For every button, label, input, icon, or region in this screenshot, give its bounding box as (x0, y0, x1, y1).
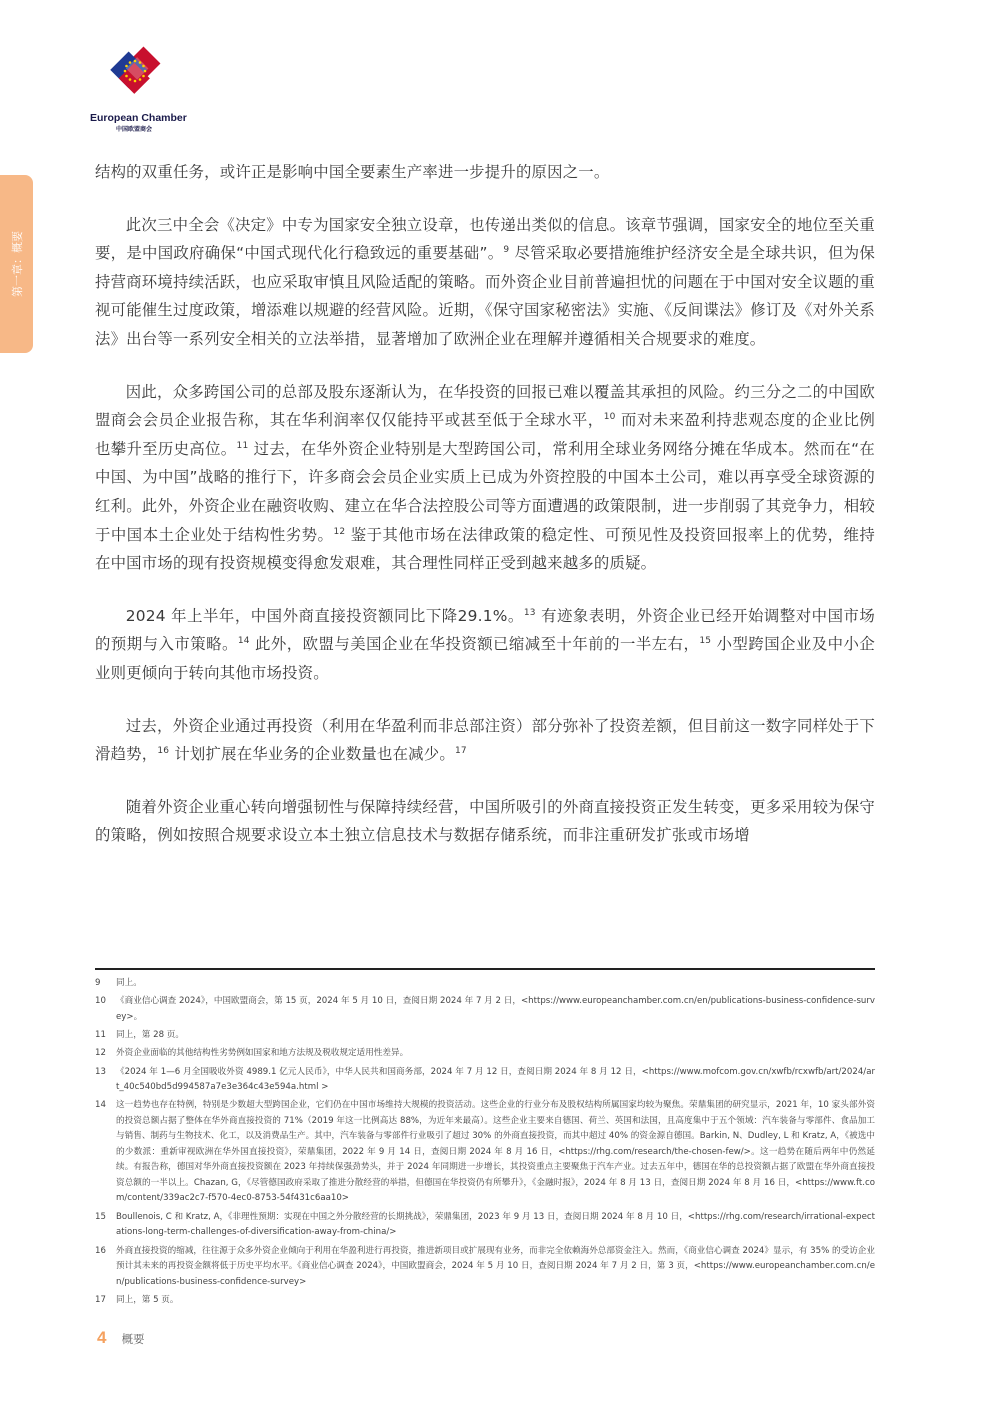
footnote-ref-11[interactable]: 11 (236, 440, 249, 451)
paragraph-text: 结构的双重任务，或许正是影响中国全要素生产率进一步提升的原因之一。 (95, 163, 610, 181)
footnote-text[interactable]: Boullenois, C 和 Kratz, A，《非理性预期：实现在中国之外分散经营的长期挑战》，荣鼎集团，2023 年 9 月 13 日，查阅日期 2024 年 8 月 10 日，<https://rhg.com/research/irrational-expectations-long-term-challenges-of-diversification-away-from-china/> (116, 1211, 875, 1238)
footnote-item (95, 1065, 875, 1096)
paragraph-text: 有迹象表明，外资企业已经开始调整对中国市场的预期与入市策略。 (95, 606, 875, 654)
footnote-ref-17[interactable]: 17 (454, 746, 467, 757)
footnote-number: 10 (95, 996, 106, 1007)
paragraph-text: 计划扩展在华业务的企业数量也在减少。 (169, 745, 455, 764)
footnote-number: 14 (95, 1100, 106, 1111)
footnote-text[interactable]: 外商直接投资的缩减，往往源于众多外资企业倾向于利用在华盈利进行再投资，推进新项目或扩展现有业务，而非完全依赖海外总部资金注入。然而，《商业信心调查 2024》显示，有 35% 的受访企业预计其未来的再投资金额将低于历史平均水平。《商业信心调查 2024》，中国欧盟商会，2024 年 5 月 10 日，查阅日期 2024 年 7 月 2 日，第 3 页，<https://www.europeanchamber.com.cn/en/publications-business-confidence-survey> (116, 1245, 875, 1287)
paragraph-text: 此外，欧盟与美国企业在华投资额已缩减至十年前的一半左右， (249, 635, 700, 654)
footnote-text: 同上，第 5 页。 (116, 1294, 179, 1305)
footnote-number: 15 (95, 1211, 106, 1222)
footnote-text: 同上，第 28 页。 (116, 1030, 184, 1041)
paragraph-text: 过去，在华外资企业特别是大型跨国公司，常利用全球业务网络分摊在华成本。然而在“在中国、为中国”战略的推行下，许多商会会员企业实质上已成为外资控股的中国本土公司，难以再享受全球资源的红利。此外，外资企业在融资收购、建立在华合法控股公司等方面遭遇的政策限制，进一步削弱了其竞争力，相较于中国本土企业处于结构性劣势。 (95, 439, 875, 544)
paragraph-5 (95, 712, 875, 769)
page-section-label: 概要 (121, 1332, 145, 1346)
paragraph-text: 因此，众多跨国公司的总部及股东逐渐认为，在华投资的回报已难以覆盖其承担的风险。约三分之二的中国欧盟商会会员企业报告称，其在华利润率仅仅能持平或甚至低于全球水平， (95, 382, 875, 430)
logo (90, 40, 190, 133)
footnote-item (95, 1028, 875, 1044)
european-chamber-logo-icon (104, 40, 166, 110)
footnote-number: 12 (95, 1048, 106, 1059)
page-footer (97, 1328, 145, 1348)
paragraph-text: 随着外资企业重心转向增强韧性与保障持续经营，中国所吸引的外商直接投资正发生转变，更多采用较为保守的策略，例如按照合规要求设立本土独立信息技术与数据存储系统，而非注重研发扩张或市场增 (95, 797, 875, 845)
page-number: 4 (97, 1328, 107, 1347)
main-body (95, 158, 875, 874)
footnote-item (95, 1244, 875, 1291)
paragraph-text: 鉴于其他市场在法律政策的稳定性、可预见性及投资回报率上的优势，维持在中国市场的现有投资规模变得愈发艰难，其合理性同样正受到越来越多的质疑。 (95, 525, 875, 573)
footnote-ref-12[interactable]: 12 (333, 526, 346, 537)
footnote-text: 外资企业面临的其他结构性劣势例如国家和地方法规及税收规定适用性差异。 (116, 1048, 409, 1059)
footnote-text[interactable]: 《商业信心调查 2024》，中国欧盟商会，第 15 页，2024 年 5 月 10 日，查阅日期 2024 年 7 月 2 日，<https://www.europeanchamber.com.cn/en/publications-business-confidence-survey>。 (116, 996, 875, 1022)
footnote-number: 13 (95, 1066, 106, 1077)
footnote-ref-14[interactable]: 14 (237, 636, 250, 647)
footnote-item (95, 976, 875, 992)
footnote-ref-13[interactable]: 13 (523, 607, 536, 618)
paragraph-text: 尽管采取必要措施维护经济安全是全球共识，但为保持营商环境持续活跃，也应采取审慎且风险适配的策略。而外资企业目前普遍担忧的问题在于中国对安全议题的重视可能催生过度政策，增添难以规避的经营风险。近期，《保守国家秘密法》实施、《反间谍法》修订及《对外关系法》出台等一系列安全相关的立法举措，显著增加了欧洲企业在理解并遵循相关合规要求的难度。 (95, 244, 875, 348)
footnote-item (95, 1210, 875, 1241)
paragraph-4 (95, 602, 875, 688)
chapter-side-tab[interactable] (0, 175, 33, 353)
paragraph-text: 过去，外资企业通过再投资（利用在华盈利而非总部注资）部分弥补了投资差额，但目前这一数字同样处于下滑趋势， (95, 716, 875, 764)
footnote-item (95, 994, 875, 1025)
footnote-ref-15[interactable]: 15 (699, 636, 712, 647)
footnote-number: 16 (95, 1245, 106, 1256)
footnote-text: 同上。 (116, 978, 142, 988)
footnote-number: 11 (95, 1030, 106, 1041)
paragraph-text: 小型跨国企业及中小企业则更倾向于转向其他市场投资。 (95, 635, 875, 682)
paragraph-text: 此次三中全会《决定》中专为国家安全独立设章，也传递出类似的信息。该章节强调，国家安全的地位至关重要，是中国政府确保“中国式现代化行稳致远的重要基础”。 (95, 215, 875, 263)
logo-subtitle: 中国欧盟商会 (116, 126, 153, 133)
footnote-ref-9[interactable]: 9 (503, 245, 510, 256)
paragraph-text: 2024 年上半年，中国外商直接投资额同比下降29.1%。 (125, 606, 524, 625)
footnote-text[interactable]: 《2024 年 1—6 月全国吸收外资 4989.1 亿元人民币》，中华人民共和国商务部，2024 年 7 月 12 日，查阅日期 2024 年 8 月 12 日，<https://www.mofcom.gov.cn/xwfb/rcxwfb/art/2024/art_40c540bd5d994587a7e3e364c43e594a.html > (116, 1066, 875, 1093)
paragraph-6 (95, 793, 875, 850)
footnote-number: 17 (95, 1294, 106, 1305)
logo-name: European Chamber (90, 112, 187, 124)
paragraph-2 (95, 211, 875, 354)
footnote-divider (95, 968, 875, 970)
footnote-number: 9 (95, 978, 101, 988)
footnote-ref-10[interactable]: 10 (603, 412, 616, 423)
footnote-item (95, 1046, 875, 1062)
footnotes (95, 976, 875, 1311)
footnote-item (95, 1293, 875, 1309)
paragraph-text: 而对未来盈利持悲观态度的企业比例也攀升至历史高位。 (95, 411, 876, 458)
footnote-ref-16[interactable]: 16 (157, 746, 170, 757)
chapter-side-tab-label: 第一章：概要 (10, 231, 24, 297)
paragraph-1 (95, 158, 875, 187)
footnote-item (95, 1098, 875, 1207)
footnote-text[interactable]: 这一趋势也存在特例，特别是少数超大型跨国企业，它们仍在中国市场维持大规模的投资活动。这些企业的行业分布及股权结构所属国家均较为聚焦。荣鼎集团的研究显示，2021 年，10 家头部外资的投资总额占据了整体在华外商直接投资的 71%（2019 年这一比例高达 88%，为近年来最高）。这些企业主要来自德国、荷兰、英国和法国，且高度集中于五个领域：汽车装备与零部件、食品加工与销售、制药与生物技术、化工，以及消费品生产。其中，汽车装备与零部件行业吸引了超过 30% 的外商直接投资，而其中超过 40% 的资金源自德国。Barkin, N、Dudley, L 和 Kratz, A，《被选中的少数派：重新审视欧洲在华外国直接投资》，荣鼎集团，2022 年 9 月 14 日，查阅日期 2024 年 8 月 16 日，<https://rhg.com/research/the-chosen-few/>。这一趋势在随后两年中仍然延续。有报告称，德国对华外商直接投资额在 2023 年持续保强劲势头，并于 2024 年同期进一步增长，其投资重点主要聚焦于汽车产业。过去五年中，德国在华的总投资额占据了欧盟在华外商直接投资总额的一半以上。Chazan, G，《尽管德国政府采取了推进分散经营的举措，但德国在华投资仍有所攀升》，《金融时报》，2024 年 8 月 13 日，查阅日期 2024 年 8 月 16 日，<https://www.ft.com/content/339ac2c7-f570-4ec0-8753-54f431c6aa10> (116, 1100, 875, 1204)
paragraph-3 (95, 378, 875, 578)
